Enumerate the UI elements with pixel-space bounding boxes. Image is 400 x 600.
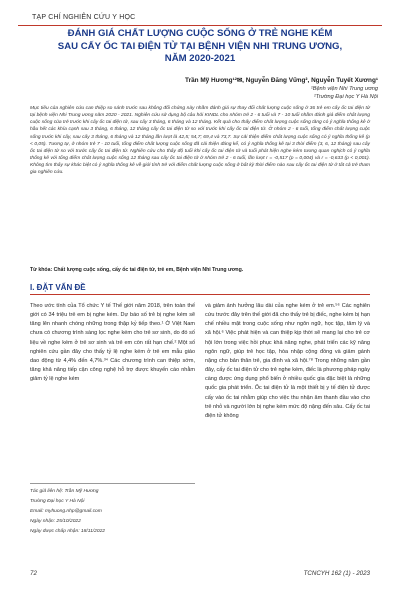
body-column-right	[205, 302, 370, 421]
title-line-3: NĂM 2020-2021	[164, 53, 236, 64]
body-paragraph: Theo ước tính của Tổ chức Y tế Thế giới năm 2018, trên toàn thế giới có 34 triệu trẻ em bị nghe kém. Dự báo số trẻ bị nghe kém sẽ tăng lên nhanh chóng những trong thập kỷ tiếp theo.¹ Ở Việt Nam chưa có chương trình sàng lọc nghe kém cho trẻ sơ sinh, do đó số liệu về nghe kém ở trẻ sơ sinh và trẻ em còn rất hạn chế.² Một số nghiên cứu gần đây cho thấy tỷ lệ nghe kém ở trẻ em mẫu giáo dao động từ 4,4% đến 4,7%.³⁴ Các chương trình can thiệp sớm, tăng khả năng tiếp cận công nghệ hỗ trợ được khuyến cáo nhằm giảm tỷ lệ nghe kém	[30, 303, 195, 383]
abstract-text: Mục tiêu của nghiên cứu can thiệp so sánh trước sau không đối chứng này nhằm đánh giá sự thay đổi chất lượng cuộc sống ở 36 trẻ em cấy ốc tai điện tử tại bệnh viện Nhi Trung ương năm 2020 - 2021. Nghiên cứu sử dụng bộ câu hỏi KINDL cho nhóm trẻ 2 - 6 tuổi và 7 - 10 tuổi nhằm đánh giá điểm chất lượng cuộc sống của trẻ trước khi cấy ốc tai điện tử, sau cấy 3 tháng, 6 tháng và 12 tháng. Kết quả cho thấy điểm chất lượng cuộc sống tăng có ý nghĩa thống kê ở hầu hết các khía cạnh sau 3 tháng, 6 tháng, 12 tháng cấy ốc tai điện tử so với trước khi cấy ốc tai điện tử. Ở nhóm 2 - 6 tuổi, tổng điểm chất lượng cuộc sống trước khi cấy, sau cấy 3 tháng, 6 tháng và 12 tháng lần lượt là 42,5; 54,7; 69,4 và 73,7. Sự cải thiện điểm chất lượng cuộc sống có ý nghĩa thống kê (p < 0,05). Tương tự, ở nhóm trẻ 7 - 10 tuổi, tổng điểm chất lượng cuộc sống đã cải thiện đáng kể, có ý nghĩa thống kê tại 3 thời điểm (3, 6, 12 tháng) sau cấy ốc tai điện tử so với trước cấy ốc tai điện tử. Nghiên cứu cho thấy độ tuổi khi cấy ốc tai điện tử và tuổi phát hiện nghe kém tương quan nghịch có ý nghĩa thống kê với tổng điểm chất lượng cuộc sống 12 tháng sau cấy ốc tai điện tử ở nhóm trẻ 2 - 6 tuổi, lần lượt r = -0,517 (p = 0,004) và r = -0,633 (p < 0,001). Không tìm thấy sự khác biệt có ý nghĩa thống kê về giới tính trẻ với điểm chất lượng cuộc sống ở bất kỳ thời điểm nào sau cấy ốc tai điện tử ở tất cả trẻ tham gia nghiên cứu.	[30, 106, 370, 176]
contact-email: Email: myhuong.nhp@gmail.com	[30, 509, 102, 514]
keywords-line: Từ khóa: Chất lượng cuộc sống, cấy ốc tai điện tử, trẻ em, Bệnh viện Nhi Trung ương.	[30, 267, 244, 273]
journal-header-bar	[18, 14, 382, 26]
body-column-left	[30, 302, 195, 384]
section-heading-bar	[30, 283, 370, 295]
received-date: Ngày nhận: 25/10/2022	[30, 519, 81, 524]
section-heading: I. ĐẶT VẤN ĐỀ	[30, 283, 86, 292]
title-line-2: SAU CẤY ỐC TAI ĐIỆN TỬ TẠI BỆNH VIỆN NHI TRUNG ƯƠNG,	[57, 40, 343, 52]
affiliation-2: ²Trường Đại học Y Hà Nội	[313, 94, 378, 100]
author-list: Trần Mỹ Hương¹²✉, Nguyễn Đăng Vững², Nguyễn Tuyết Xương¹	[185, 77, 378, 84]
title-line-1: ĐÁNH GIÁ CHẤT LƯỢNG CUỘC SỐNG Ở TRẺ NGHE KÉM	[67, 28, 333, 39]
affiliation-1: ¹Bệnh viện Nhi Trung ương	[310, 86, 378, 92]
accepted-date: Ngày được chấp nhận: 18/11/2022	[30, 529, 106, 534]
journal-issue: TCNCYH 162 (1) - 2023	[303, 570, 370, 577]
contact-institution: Trường Đại học Y Hà Nội	[30, 499, 85, 504]
correspondence-block	[30, 487, 195, 537]
journal-name: TẠP CHÍ NGHIÊN CỨU Y HỌC	[32, 14, 136, 21]
body-paragraph: và giảm ảnh hưởng lâu dài của nghe kém ở trẻ em.⁵⁶ Các nghiên cứu trước đây trên thế giới đã cho thấy trẻ bị điếc, nghe kém bị hạn chế nhiều mặt trong cuộc sống như ngôn ngữ, học tập, tâm lý và xã hội.⁶ Việc phát hiện và can thiệp kịp thời sẽ mang lại cho trẻ cơ hội lớn trong việc hồi phục khả năng nghe, phát triển các kỹ năng ngôn ngữ, giúp trẻ học tập, hòa nhập cộng đồng và giảm gánh nặng cho bản thân trẻ, gia đình và xã hội.⁷⁸ Trong những năm gần đây, cấy ốc tai điện tử cho trẻ nghe kém, điếc là phương pháp ngày càng được ứng dụng phổ biến ở nhiều quốc gia đặc biệt là những quốc gia phát triển. Ốc tai điện tử là một thiết bị y tế điện tử được cấy vào ốc tai nhằm giúp cho việc thu nhận âm thanh đầu vào cho trẻ nhỏ và người lớn bị nghe kém mức độ nặng đến sâu. Cấy ốc tai điện tử không	[205, 303, 370, 419]
article-title	[30, 28, 370, 66]
page-number: 72	[30, 570, 37, 577]
contact-author: Tác giả liên hệ: Trần Mỹ Hương	[30, 489, 99, 494]
footnote-divider	[30, 483, 195, 484]
